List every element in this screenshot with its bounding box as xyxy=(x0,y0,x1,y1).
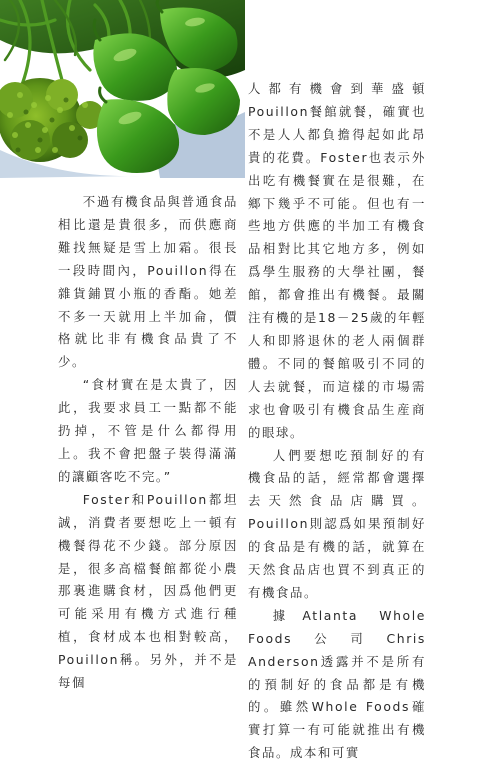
paragraph: 人們要想吃預制好的有機食品的話，經常都會選擇去天然食品店購買。Pouillon則認爲如果預制好的食品是有機的話，就算在天然食品店也買不到真正的有機食品。 xyxy=(248,447,426,600)
paragraph: “食材實在是太貴了，因此，我要求員工一點都不能扔掉，不管是什么都得用上。我不會把盤子裝得滿滿的讓顧客吃不完。” xyxy=(58,377,238,484)
vegetables-illustration xyxy=(0,0,245,178)
vegetables-photo xyxy=(0,0,245,178)
paragraph: 人都有機會到華盛頓Pouillon餐館就餐，確實也不是人人都負擔得起如此昂貴的花費。Foster也表示外出吃有機餐實在是很難，在鄉下幾乎不可能。但也有一些地方供應的半加工有機食品相對比其它地方多，例如爲學生服務的大學社團，餐館，都會推出有機餐。最關注有機的是18－25歲的年輕人和即將退休的老人兩個群體。不同的餐館吸引不同的人去就餐，而這樣的市場需求也會吸引有機食品生産商的眼球。 xyxy=(248,81,426,440)
paragraph: 據Atlanta Whole Foods公司Chris Anderson透露并不是所有的預制好的食品都是有機的。雖然Whole Foods確實打算一有可能就推出有機食品。成本和可實 xyxy=(248,607,426,761)
paragraph: 不過有機食品與普通食品相比還是貴很多，而供應商難找無疑是雪上加霜。很長一段時間內，Pouillon得在雜貨鋪買小瓶的香酯。她差不多一天就用上半加侖，價格就比非有機食品貴了不少。 xyxy=(58,194,238,370)
article-left-column xyxy=(58,191,238,695)
paragraph: Foster和Pouillon都坦誠，消費者要想吃上一頓有機餐得花不少錢。部分原因是，很多高檔餐館都從小農那裏進購食材，因爲他們更可能采用有機方式進行種植，食材成本也相對較高，Pouillon稱。另外，并不是每個 xyxy=(58,491,238,691)
article-right-column xyxy=(248,78,426,765)
